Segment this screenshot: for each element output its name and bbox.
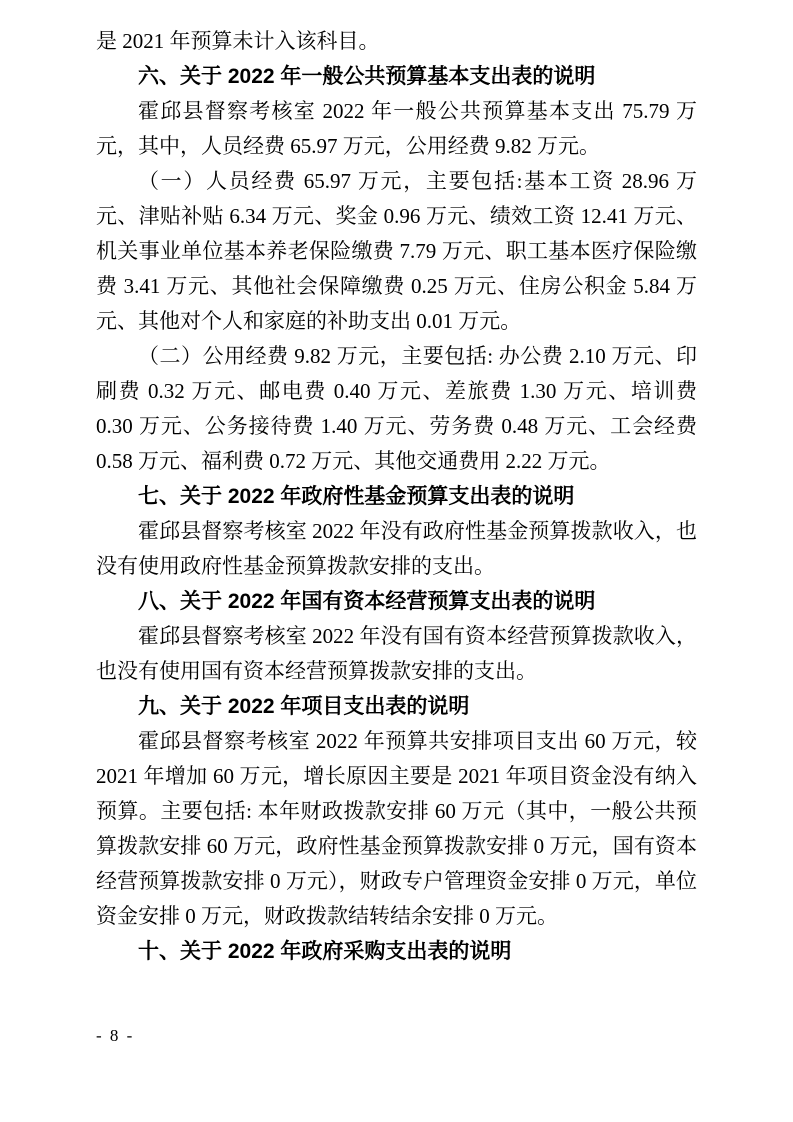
paragraph-state-capital-budget: 霍邱县督察考核室 2022 年没有国有资本经营预算拨款收入，也没有使用国有资本经营预算拨款安排的支出。 xyxy=(96,624,697,683)
paragraph-continuation: 是 2021 年预算未计入该科目。 xyxy=(96,29,380,53)
paragraph-personnel-funds: （一）人员经费 65.97 万元，主要包括:基本工资 28.96 万元、津贴补贴 6.34 万元、奖金 0.96 万元、绩效工资 12.41 万元、机关事业单位基本养老保险缴费 7.79 万元、职工基本医疗保险缴费 3.41 万元、其他社会保障缴费 0.25 万元、住房公积金 5.84 万元、其他对个人和家庭的补助支出 0.01 万元。 xyxy=(96,169,697,333)
section-heading-state-capital-budget: 八、关于 2022 年国有资本经营预算支出表的说明 xyxy=(138,590,596,613)
paragraph-basic-expenditure-summary: 霍邱县督察考核室 2022 年一般公共预算基本支出 75.79 万元，其中，人员经费 65.97 万元，公用经费 9.82 万元。 xyxy=(96,99,697,158)
section-heading-project-expenditure: 九、关于 2022 年项目支出表的说明 xyxy=(138,695,470,718)
paragraph-public-funds: （二）公用经费 9.82 万元，主要包括: 办公费 2.10 万元、印刷费 0.32 万元、邮电费 0.40 万元、差旅费 1.30 万元、培训费 0.30 万元、公务接待费 1.40 万元、劳务费 0.48 万元、工会经费 0.58 万元、福利费 0.72 万元、其他交通费用 2.22 万元。 xyxy=(96,344,697,473)
page-number: - 8 - xyxy=(96,1026,135,1045)
section-heading-government-procurement: 十、关于 2022 年政府采购支出表的说明 xyxy=(138,940,512,963)
paragraph-government-fund-budget: 霍邱县督察考核室 2022 年没有政府性基金预算拨款收入，也没有使用政府性基金预算拨款安排的支出。 xyxy=(96,519,697,578)
section-heading-government-fund-budget: 七、关于 2022 年政府性基金预算支出表的说明 xyxy=(138,485,575,508)
document-body xyxy=(96,24,697,969)
paragraph-project-expenditure: 霍邱县督察考核室 2022 年预算共安排项目支出 60 万元，较 2021 年增加 60 万元，增长原因主要是 2021 年项目资金没有纳入预算。主要包括: 本年财政拨款安排 60 万元（其中，一般公共预算拨款安排 60 万元，政府性基金预算拨款安排 0 万元，国有资本经营预算拨款安排 0 万元），财政专户管理资金安排 0 万元，单位资金安排 0 万元，财政拨款结转结余安排 0 万元。 xyxy=(96,729,697,928)
section-heading-basic-expenditure: 六、关于 2022 年一般公共预算基本支出表的说明 xyxy=(138,65,596,88)
